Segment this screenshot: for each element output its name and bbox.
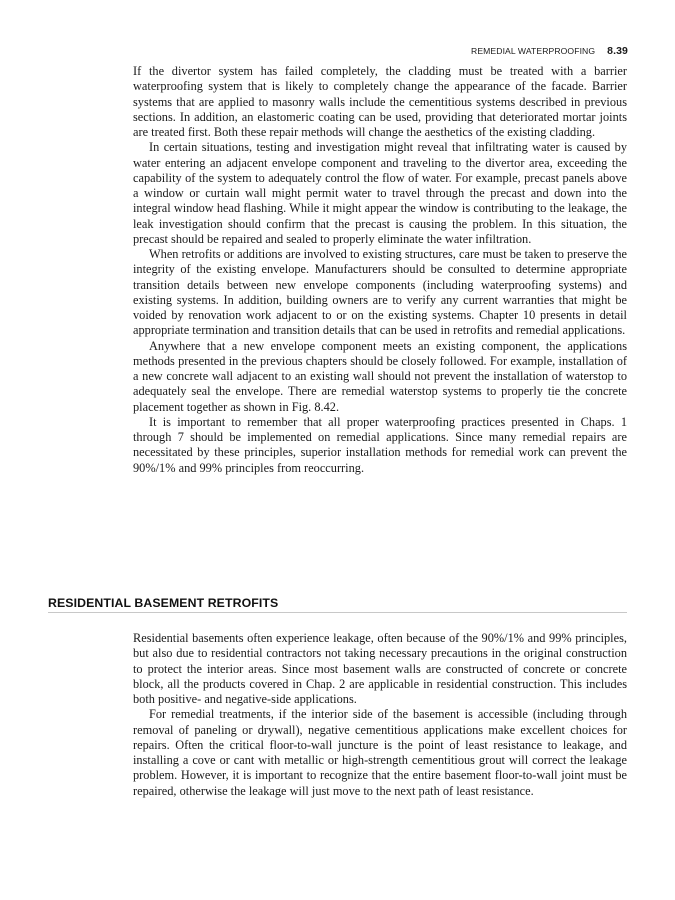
paragraph-new-meets-existing: Anywhere that a new envelope component meets an existing component, the applications methods presented in the previous chapters should be closely followed. For example, installation of a new concrete wall adjacent to an existing wall should not prevent the installation of waterstop to adequately seal the envelope. There are remedial waterstop systems to properly tie the concrete placement together as shown in Fig. 8.42. [133, 338, 627, 414]
running-header [471, 45, 628, 57]
page-number: 8.39 [607, 45, 628, 57]
body-section-remedial [133, 64, 627, 476]
running-title: REMEDIAL WATERPROOFING [471, 46, 596, 56]
paragraph-adjacent-component: In certain situations, testing and investigation might reveal that infiltrating water is caused by water entering an adjacent envelope component and traveling to the divertor area, exceeding the capability of the system to adequately control the flow of water. For example, precast panels above a window or curtain wall might permit water to travel through the precast and down into the integral window head flashing. While it might appear the window is contributing to the leakage, the leak investigation should confirm that the precast is causing the problem. In this situation, the precast should be repaired and sealed to properly eliminate the water infiltration. [133, 140, 627, 246]
paragraph-retrofits-additions: When retrofits or additions are involved to existing structures, care must be taken to preserve the integrity of the existing envelope. Manufacturers should be consulted to determine appropriate transition details between new envelope components (including waterproofing systems) and existing systems. In addition, building owners are to verify any current warranties that might be voided by renovation work adjacent to or on the existing systems. Chapter 10 presents in detail appropriate termination and transition details that can be used in retrofits and remedial applications. [133, 247, 627, 338]
body-section-residential [133, 631, 627, 799]
paragraph-proper-practices: It is important to remember that all proper waterproofing practices presented in Chaps. 1 through 7 should be implemented on remedial applications. Since many remedial repairs are necessitated by these principles, superior installation methods for remedial work can prevent the 90%/1% and 99% principles from reoccurring. [133, 414, 627, 475]
paragraph-divertor-failure: If the divertor system has failed completely, the cladding must be treated with a barrier waterproofing system that is likely to completely change the appearance of the facade. Barrier systems that are applied to masonry walls include the cementitious systems described in previous sections. In addition, an elastomeric coating can be used, providing that deteriorated mortar joints are treated first. Both these repair methods will change the aesthetics of the existing cladding. [133, 64, 627, 139]
paragraph-remedial-treatments: For remedial treatments, if the interior side of the basement is accessible (including through removal of paneling or drywall), negative cementitious applications make excellent choices for repairs. Often the critical floor-to-wall juncture is the point of least resistance to leakage, and installing a cove or cant with metallic or high-strength cementitious grout will correct the leakage problem. However, it is important to recognize that the entire basement floor-to-wall joint must be repaired, otherwise the leakage will just move to the next path of least resistance. [133, 707, 627, 798]
paragraph-basement-leakage: Residential basements often experience leakage, often because of the 90%/1% and 99% principles, but also due to residential contractors not taking necessary precautions in the original construction to protect the interior areas. Since most basement walls are constructed of concrete or concrete block, all the products covered in Chap. 2 are applicable in residential construction. This includes both positive- and negative-side applications. [133, 631, 627, 706]
section-heading-residential-basement: RESIDENTIAL BASEMENT RETROFITS [48, 596, 627, 613]
